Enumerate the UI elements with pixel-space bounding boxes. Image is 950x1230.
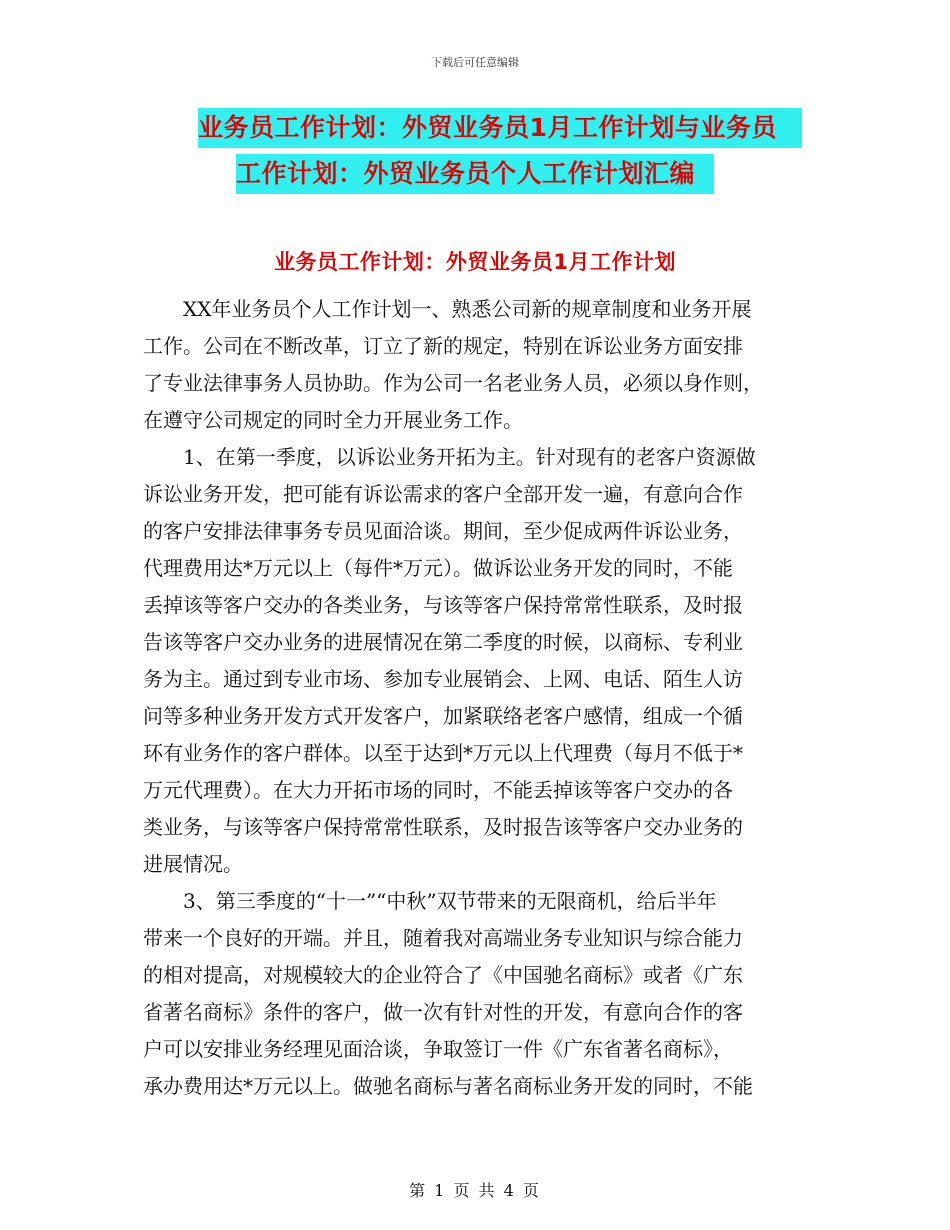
paragraph-line: 的客户安排法律事务专员见面洽谈。期间，至少促成两件诉讼业务， bbox=[143, 519, 743, 543]
paragraph-1 bbox=[143, 291, 811, 439]
paragraph-3 bbox=[143, 883, 811, 1105]
paragraph-line: 万元代理费）。在大力开拓市场的同时，不能丢掉该等客户交办的各 bbox=[143, 778, 733, 802]
paragraph-line: 的相对提高，对规模较大的企业符合了《中国驰名商标》或者《广东 bbox=[143, 963, 743, 987]
paragraph-line: 诉讼业务开发，把可能有诉讼需求的客户全部开发一遍，有意向合作 bbox=[143, 482, 743, 506]
paragraph-line: 带来一个良好的开端。并且，随着我对高端业务专业知识与综合能力 bbox=[143, 926, 743, 950]
paragraph-line: 进展情况。 bbox=[143, 852, 243, 876]
paragraph-line: 丢掉该等客户交办的各类业务，与该等客户保持常常性联系，及时报 bbox=[143, 593, 743, 617]
paragraph-line: XX年业务员个人工作计划一、熟悉公司新的规章制度和业务开展 bbox=[183, 297, 752, 321]
paragraph-line: 告该等客户交办业务的进展情况在第二季度的时候，以商标、专利业 bbox=[143, 630, 743, 654]
paragraph-line: 3、第三季度的“十一”“中秋”双节带来的无限商机，给后半年 bbox=[183, 889, 717, 913]
page-number-footer: 第 1 页 共 4 页 bbox=[409, 1181, 541, 1200]
header-note: 下载后可任意编辑 bbox=[431, 56, 519, 69]
document-title-line-1: 业务员工作计划：外贸业务员1月工作计划与业务员 bbox=[198, 108, 802, 148]
paragraph-line: 环有业务作的客户群体。以至于达到*万元以上代理费（每月不低于* bbox=[143, 741, 743, 765]
paragraph-2 bbox=[143, 439, 811, 883]
paragraph-line: 工作。公司在不断改革，订立了新的规定，特别在诉讼业务方面安排 bbox=[143, 334, 743, 358]
paragraph-line: 代理费用达*万元以上（每件*万元）。做诉讼业务开发的同时，不能 bbox=[143, 556, 733, 580]
paragraph-line: 类业务，与该等客户保持常常性联系，及时报告该等客户交办业务的 bbox=[143, 815, 743, 839]
paragraph-line: 户可以安排业务经理见面洽谈，争取签订一件《广东省著名商标》， bbox=[143, 1037, 733, 1061]
paragraph-line: 务为主。通过到专业市场、参加专业展销会、上网、电话、陌生人访 bbox=[143, 667, 743, 691]
paragraph-line: 1、在第一季度，以诉讼业务开拓为主。针对现有的老客户资源做 bbox=[183, 445, 756, 469]
document-title-line-2: 工作计划：外贸业务员个人工作计划汇编 bbox=[236, 154, 714, 194]
section-title: 业务员工作计划：外贸业务员1月工作计划 bbox=[273, 250, 677, 274]
paragraph-line: 省著名商标》条件的客户，做一次有针对性的开发，有意向合作的客 bbox=[143, 1000, 743, 1024]
paragraph-line: 承办费用达*万元以上。做驰名商标与著名商标业务开发的同时，不能 bbox=[143, 1074, 753, 1098]
paragraph-line: 在遵守公司规定的同时全力开展业务工作。 bbox=[143, 408, 523, 432]
paragraph-line: 问等多种业务开发方式开发客户，加紧联络老客户感情，组成一个循 bbox=[143, 704, 743, 728]
paragraph-line: 了专业法律事务人员协助。作为公司一名老业务人员，必须以身作则， bbox=[143, 371, 763, 395]
